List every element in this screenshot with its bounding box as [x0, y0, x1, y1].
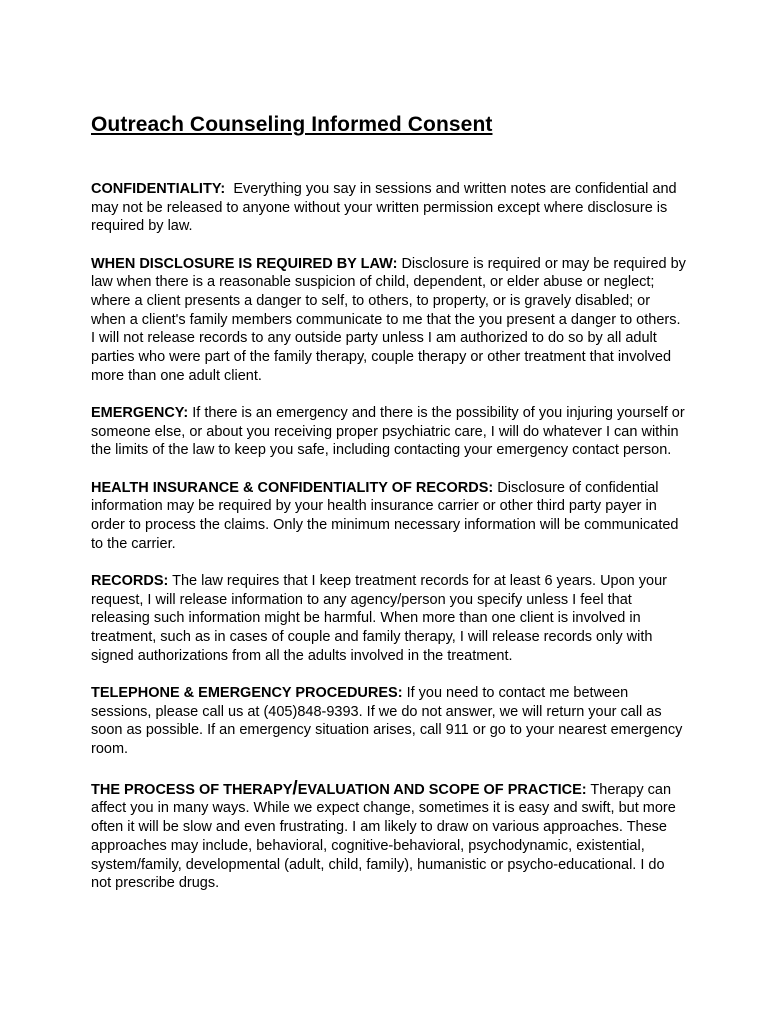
section-process-of-therapy: [91, 777, 687, 893]
section-body: If you need to contact me between sessions, please call us at (405)848-9393. If we do not answer, we will return your call as soon as possible. If an emergency situation arises, call 911 or go to your nearest emergency room.: [91, 684, 683, 758]
section-heading: CONFIDENTIALITY:: [91, 181, 226, 197]
section-body: Everything you say in sessions and written notes are confidential and may not be released to anyone without your written permission except where disclosure is required by law.: [91, 181, 677, 235]
section-disclosure: [91, 255, 687, 386]
heading-part-2: EVALUATION AND SCOPE OF PRACTICE:: [297, 781, 587, 798]
section-emergency: [91, 404, 687, 460]
heading-part-1: THE PROCESS OF THERAPY: [91, 781, 293, 798]
section-body: Disclosure is required or may be required by law when there is a reasonable suspicion of child, dependent, or elder abuse or neglect; where a client presents a danger to self, to others, to property, or is gravely disabled; or when a client's family members communicate to me that the you present a danger to others. I will not release records to any outside party unless I am authorized to do so by all adult parties who were part of the family therapy, couple therapy or other treatment that involved more than one adult client.: [91, 255, 686, 384]
heading-slash: /: [292, 777, 298, 799]
section-confidentiality: [91, 180, 687, 236]
section-heading: HEALTH INSURANCE & CONFIDENTIALITY OF RECORDS:: [91, 479, 494, 496]
document-title: Outreach Counseling Informed Consent: [91, 113, 493, 136]
section-body: The law requires that I keep treatment records for at least 6 years. Upon your request, I will release information to any agency/person you specify unless I feel that releasing such information might be harmful. When more than one client is involved in treatment, such as in cases of couple and family therapy, I will release records only with signed authorizations from all the adults involved in the treatment.: [91, 572, 667, 664]
section-records: [91, 572, 687, 666]
section-heading: EMERGENCY:: [91, 405, 189, 422]
section-body: Disclosure of confidential information may be required by your health insurance carrier or other third party payer in order to process the claims. Only the minimum necessary information will be communicated to the carrier.: [91, 479, 679, 552]
section-heading: [91, 777, 587, 799]
section-heading: TELEPHONE & EMERGENCY PROCEDURES:: [91, 684, 403, 701]
section-telephone: [91, 684, 687, 759]
document-page: [91, 112, 687, 912]
section-body: Therapy can affect you in many ways. While we expect change, sometimes it is easy and swift, but more often it will be slow and even frustrating. I am likely to draw on various approaches. These approaches may include, behavioral, cognitive-behavioral, psychodynamic, existential, system/family, developmental (adult, child, family), humanistic or psycho-educational. I do not prescribe drugs.: [91, 781, 676, 892]
section-heading: RECORDS:: [91, 572, 169, 589]
section-heading: WHEN DISCLOSURE IS REQUIRED BY LAW:: [91, 255, 398, 272]
section-health-insurance: [91, 479, 687, 554]
section-body: If there is an emergency and there is the possibility of you injuring yourself or someone else, or about you receiving proper psychiatric care, I will do whatever I can within the limits of the law to keep you safe, including contacting your emergency contact person.: [91, 405, 685, 459]
